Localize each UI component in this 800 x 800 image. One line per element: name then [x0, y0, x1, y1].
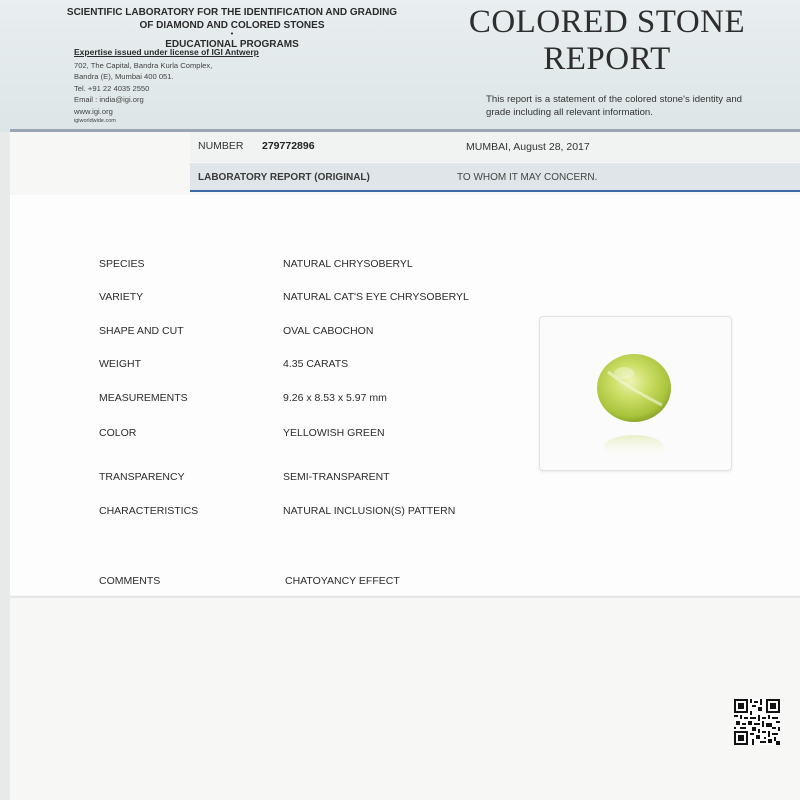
variety-label: VARIETY — [99, 291, 144, 303]
license-notice: Expertise issued under license of IGI Antwerp — [74, 47, 259, 57]
address-line: Bandra (E), Mumbai 400 051. — [74, 72, 174, 82]
weight-value: 4.35 CARATS — [283, 358, 349, 370]
paper-fold — [10, 596, 800, 598]
to-whom-it-may-concern: TO WHOM IT MAY CONCERN. — [457, 172, 598, 183]
variety-value: NATURAL CAT'S EYE CHRYSOBERYL — [283, 291, 469, 303]
address-line: 702, The Capital, Bandra Kurla Complex, — [74, 61, 213, 70]
report-title-line-1: COLORED STONE — [468, 4, 746, 40]
comments-value: CHATOYANCY EFFECT — [285, 575, 400, 587]
report-city-date: MUMBAI, August 28, 2017 — [466, 141, 590, 153]
comments-label: COMMENTS — [99, 575, 161, 587]
transparency-label: TRANSPARENCY — [99, 471, 185, 483]
website-line: www.igi.org — [74, 106, 113, 116]
characteristics-value: NATURAL INCLUSION(S) PATTERN — [283, 505, 456, 517]
gem-icon — [540, 317, 731, 470]
report-title — [466, 4, 748, 78]
color-value: YELLOWISH GREEN — [283, 427, 385, 439]
lab-title-line-2: OF DIAMOND AND COLORED STONES — [139, 20, 325, 31]
measurements-value: 9.26 x 8.53 x 5.97 mm — [283, 392, 387, 404]
weight-label: WEIGHT — [99, 358, 141, 370]
number-label: NUMBER — [198, 140, 244, 152]
species-label: SPECIES — [99, 258, 145, 270]
shape-cut-value: OVAL CABOCHON — [283, 325, 374, 337]
qr-code-icon — [734, 699, 780, 745]
phone-line: Tel. +91 22 4035 2550 — [74, 83, 150, 93]
report-title-line-2: REPORT — [543, 41, 671, 77]
shape-cut-label: SHAPE AND CUT — [99, 325, 184, 337]
measurements-label: MEASUREMENTS — [99, 392, 188, 404]
lab-address — [74, 60, 212, 125]
report-description: This report is a statement of the colored stone's identity and grade including all relevant information. — [486, 94, 742, 118]
email-line: Email : india@igi.org — [74, 95, 144, 105]
report-number: 279772896 — [262, 140, 315, 152]
species-value: NATURAL CHRYSOBERYL — [283, 258, 413, 270]
lab-title-line-3: EDUCATIONAL PROGRAMS — [165, 39, 299, 50]
transparency-value: SEMI-TRANSPARENT — [283, 471, 390, 483]
bullet-icon: • — [230, 31, 234, 38]
gemstone-photo — [539, 316, 732, 471]
laboratory-report-label: LABORATORY REPORT (ORIGINAL) — [198, 172, 370, 183]
lab-title-line-1: SCIENTIFIC LABORATORY FOR THE IDENTIFICATION AND GRADING — [66, 7, 398, 18]
report-header — [0, 0, 800, 132]
website-small: igiworldwide.com — [74, 118, 116, 125]
color-label: COLOR — [99, 427, 137, 439]
characteristics-label: CHARACTERISTICS — [99, 505, 199, 517]
laboratory-title — [62, 6, 402, 51]
